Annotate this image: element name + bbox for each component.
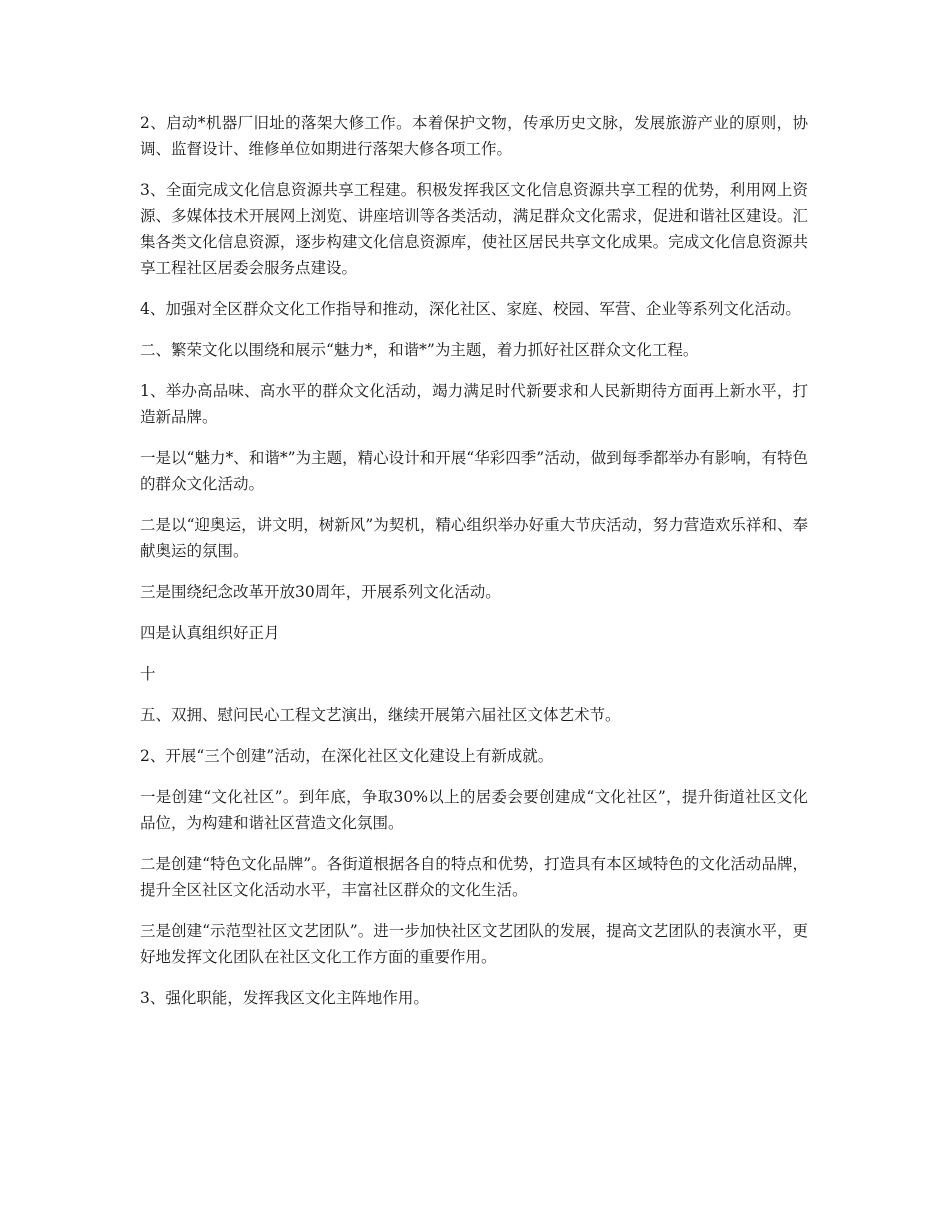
paragraph-item-2-restoration: 2、启动*机器厂旧址的落架大修工作。本着保护文物，传承历史文脉，发展旅游产业的原则，协调、监督设计、维修单位如期进行落架大修各项工作。 [140, 114, 808, 158]
paragraph-second-brand: 二是创建“特色文化品牌”。各街道根据各自的特点和优势，打造具有本区域特色的文化活动品牌，提升全区社区文化活动水平，丰富社区群众的文化生活。 [140, 855, 808, 899]
paragraph-item-3-resource-sharing: 3、全面完成文化信息资源共享工程建。积极发挥我区文化信息资源共享工程的优势，利用网上资源、多媒体技术开展网上浏览、讲座培训等各类活动，满足群众文化需求，促进和谐社区建设。汇集各类文化信息资源，逐步构建文化信息资源库，使社区居民共享文化成果。完成文化信息资源共享工程社区居委会服务点建设。 [140, 181, 808, 277]
paragraph-third-art-teams: 三是创建“示范型社区文艺团队”。进一步加快社区文艺团队的发展，提高文艺团队的表演水平，更好地发挥文化团队在社区文化工作方面的重要作用。 [140, 922, 808, 966]
section-heading-2: 二、繁荣文化以围绕和展示“魅力*，和谐*”为主题，着力抓好社区群众文化工程。 [140, 341, 699, 359]
paragraph-fifth-performance: 五、双拥、慰问民心工程文艺演出，继续开展第六届社区文体艺术节。 [140, 706, 621, 724]
paragraph-item-1-activities: 1、举办高品味、高水平的群众文化活动，竭力满足时代新要求和人民新期待方面再上新水平，打造新品牌。 [140, 382, 808, 426]
paragraph-item-4-guidance: 4、加强对全区群众文化工作指导和推动，深化社区、家庭、校园、军营、企业等系列文化活动。 [140, 300, 801, 318]
paragraph-item-3-functions: 3、强化职能，发挥我区文化主阵地作用。 [140, 989, 429, 1007]
paragraph-third-anniversary: 三是围绕纪念改革开放30周年，开展系列文化活动。 [140, 583, 501, 601]
paragraph-second-olympics: 二是以“迎奥运，讲文明，树新风”为契机，精心组织举办好重大节庆活动，努力营造欢乐祥和、奉献奥运的氛围。 [140, 516, 808, 560]
paragraph-item-2-three-creations: 2、开展“三个创建”活动，在深化社区文化建设上有新成就。 [140, 747, 554, 765]
document-body [140, 110, 808, 1026]
paragraph-fragment: 十 [140, 665, 156, 683]
paragraph-fourth-new-year: 四是认真组织好正月 [140, 624, 280, 642]
paragraph-first-culture-community: 一是创建“文化社区”。到年底，争取30%以上的居委会要创建成“文化社区”，提升街道社区文化品位，为构建和谐社区营造文化氛围。 [140, 788, 808, 832]
paragraph-first-theme: 一是以“魅力*、和谐*”为主题，精心设计和开展“华彩四季”活动，做到每季都举办有影响，有特色的群众文化活动。 [140, 449, 808, 493]
